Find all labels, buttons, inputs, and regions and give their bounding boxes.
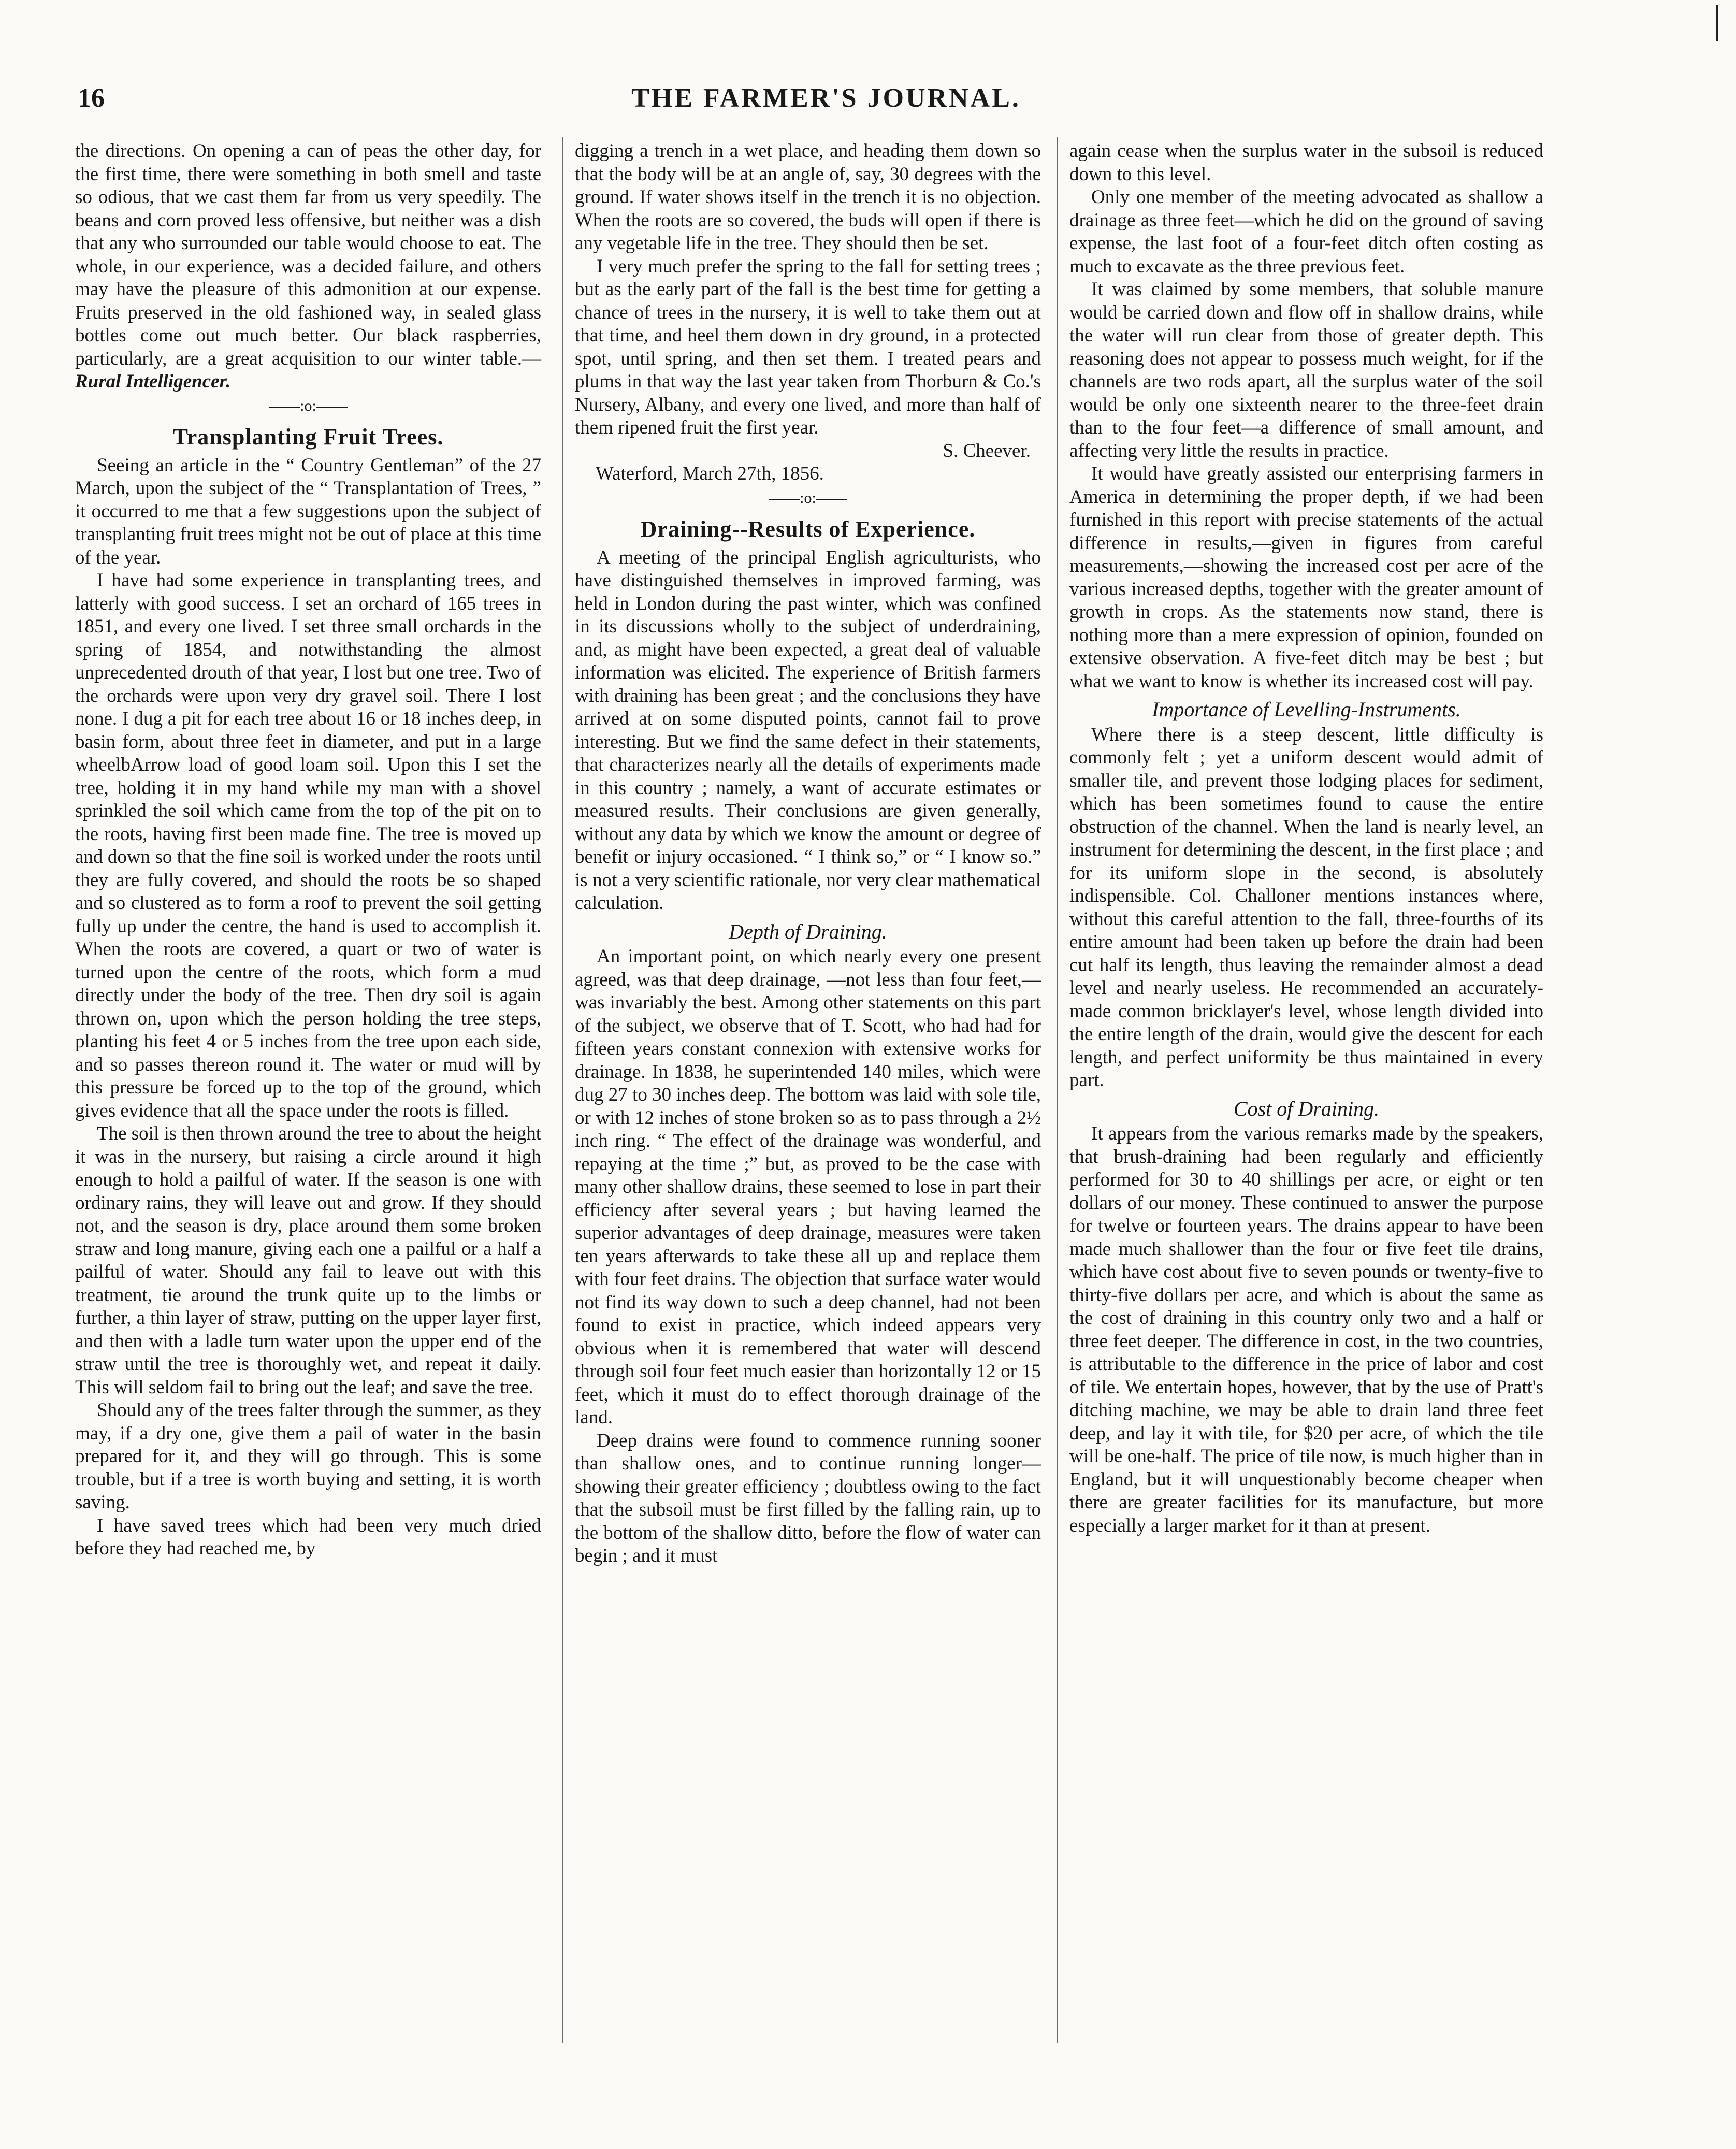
article-paragraph: again cease when the surplus water in the subsoil is reduced down to this level. xyxy=(1069,140,1543,185)
article-paragraph: Deep drains were found to commence running sooner than shallow ones, and to continue running longer—showing their greater efficiency ; doubtless owing to the fact that the subsoil must be first filled by the falling rain, up to the bottom of the shallow ditto, before the flow of water can begin ; and it must xyxy=(575,1430,1041,1566)
article-paragraph: Should any of the trees falter through the summer, as they may, if a dry one, give them a pail of water in the basin prepared for it, and they will go through. This is some trouble, but if a tree is worth buying and setting, it is worth saving. xyxy=(75,1400,541,1513)
article-subheading: Depth of Draining. xyxy=(729,919,887,943)
column-3 xyxy=(1069,140,1543,1537)
edge-mark-top xyxy=(1714,5,1719,41)
section-divider: ——:o:—— xyxy=(769,489,847,507)
article-title: Transplanting Fruit Trees. xyxy=(172,424,444,450)
article-paragraph: the directions. On opening a can of peas the other day, for the first time, there were something in both smell and taste so odious, that we cast them far from us very speedily. The beans and corn proved less offensive, but neither was a dish that any who surrounded our table would choose to eat. The whole, in our experience, was a decided failure, and others may have the pleasure of this admonition at our expense. Fruits preserved in the old fashioned way, in sealed glass bottles come out much better. Our black raspberries, particularly, are a great acquisition to our winter table.—Rural Intelligencer. xyxy=(75,140,541,392)
section-divider: ——:o:—— xyxy=(269,397,348,414)
column-1 xyxy=(75,140,541,1561)
article-paragraph: I have saved trees which had been very much dried before they had reached me, by xyxy=(75,1515,541,1559)
article-title: Draining--Results of Experience. xyxy=(640,516,976,542)
article-paragraph: It appears from the various remarks made by the speakers, that brush-draining had been regularly and efficiently performed for 30 to 40 shillings per acre, or eight or ten dollars of our money. These continued to answer the purpose for twelve or fourteen years. The drains appear to have been made much shallower than the four or five feet tile drains, which have cost about five to seven pounds or twenty-five to thirty-five dollars per acre, and which is about the same as the cost of draining in this country only two and a half or three feet deeper. The difference in cost, in the two countries, is attributable to the difference in the price of labor and cost of tile. We entertain hopes, however, that by the use of Pratt's ditching machine, we may be able to drain land three feet deep, and lay it with tile, for $20 per acre, of which the tile will be one-half. The price of tile now, is much higher than in England, but it will unquestionably become cheaper when there are greater facilities for its manufacture, but more especially a larger market for it than at present. xyxy=(1069,1123,1543,1536)
article-paragraph: digging a trench in a wet place, and heading them down so that the body will be at an angle of, say, 30 degrees with the ground. If water shows itself in the trench it is no objection. When the roots are so covered, the buds will open if there is any vegetable life in the tree. They should then be set. xyxy=(575,140,1041,254)
column-2 xyxy=(575,140,1041,1568)
article-paragraph: A meeting of the principal English agriculturists, who have distinguished themselves in improved farming, was held in London during the past winter, which was confined in its discussions wholly to the subject of underdraining, and, as might have been expected, a great deal of valuable information was elicited. The experience of British farmers with draining has been great ; and the conclusions they have arrived at on some disputed points, cannot fail to prove interesting. But we find the same defect in their statements, that characterizes nearly all the details of experiments made in this country ; namely, a want of accurate estimates or measured results. Their conclusions are given generally, without any data by which we know the amount or degree of benefit or injury occasioned. “ I think so,” or “ I know so.” is not a very scientific rationale, nor very clear mathematical calculation. xyxy=(575,546,1041,914)
article-dateline: Waterford, March 27th, 1856. xyxy=(596,463,824,484)
article-paragraph: The soil is then thrown around the tree to about the height it was in the nursery, but raising a circle around it high enough to hold a pailful of water. If the season is one with ordinary rains, they will leave out and grow. If they should not, and the season is dry, place around them some broken straw and long manure, giving each one a pailful or a half a pailful of water. Should any fail to leave out with this treatment, tie around the trunk quite up to the limbs or further, a thin layer of straw, putting on the upper layer first, and then with a ladle turn water upon the upper end of the straw until the tree is thoroughly wet, and repeat it daily. This will seldom fail to bring out the leaf; and save the tree. xyxy=(75,1123,541,1398)
page-number: 16 xyxy=(78,83,105,113)
article-credit: Rural Intelligencer. xyxy=(75,371,231,392)
article-paragraph: Only one member of the meeting advocated as shallow a drainage as three feet—which he did on the ground of saving expense, the last foot of a four-feet ditch often costing as much to excavate as the three previous feet. xyxy=(1069,186,1543,277)
column-rule-right xyxy=(1057,137,1058,2043)
page-header xyxy=(78,83,1574,124)
article-paragraph: An important point, on which nearly every one present agreed, was that deep drainage, —not less than four feet,—was invariably the best. Among other statements on this part of the subject, we observe that of T. Scott, who had had for fifteen years constant connexion with extensive works for drainage. In 1838, he superintended 140 miles, which were dug 27 to 30 inches deep. The bottom was laid with sole tile, or with 12 inches of stone broken so as to pass through a 2½ inch ring. “ The effect of the drainage was wonderful, and repaying at the time ;” but, as proved to be the case with many other shallow drains, these seemed to lose in part their efficiency after several years ; but having learned the superior advantages of deep drainage, measures were taken ten years afterwards to take these all up and replace them with four feet drains. The objection that surface water would not find its way down to such a deep channel, had not been found to exist in practice, which indeed appears very obvious when it is remembered that water will descend through soil four feet much easier than horizontally 12 or 15 feet, which it must do to effect thorough drainage of the land. xyxy=(575,946,1041,1428)
article-paragraph: Seeing an article in the “ Country Gentleman” of the 27 March, upon the subject of the “ Transplantation of Trees, ” it occurred to me that a few suggestions upon the subject of transplanting fruit trees might not be out of place at this time of the year. xyxy=(75,454,541,568)
article-paragraph: It was claimed by some members, that soluble manure would be carried down and flow off in shallow drains, while the water will run clear from those of greater depth. This reasoning does not appear to possess much weight, for if the channels are two rods apart, all the surplus water of the soil would be only one sixteenth nearer to the three-feet drain than to the four feet—a difference of small amount, and affecting very little the results in practice. xyxy=(1069,279,1543,461)
article-signature: S. Cheever. xyxy=(943,440,1031,461)
article-subheading: Cost of Draining. xyxy=(1233,1097,1380,1120)
running-head: THE FARMER'S JOURNAL. xyxy=(631,83,1021,113)
article-paragraph: I very much prefer the spring to the fall for setting trees ; but as the early part of the fall is the best time for getting a chance of trees in the nursery, it is well to take them out at that time, and heel them down in dry ground, in a protected spot, until spring, and then set them. I treated pears and plums in that way the last year taken from Thorburn & Co.'s Nursery, Albany, and every one lived, and more than half of them ripened fruit the first year. xyxy=(575,255,1041,438)
article-paragraph: Where there is a steep descent, little difficulty is commonly felt ; yet a uniform descent would admit of smaller tile, and prevent those lodging places for sediment, which has been sometimes found to cause the entire obstruction of the channel. When the land is nearly level, an instrument for determining the descent, in the first place ; and for its uniform slope in the second, is absolutely indispensible. Col. Challoner mentions instances where, without this careful attention to the fall, three-fourths of its entire amount had been taken up before the drain had been cut half its length, thus leaving the remainder almost a dead level and nearly useless. He recommended an accurately-made common bricklayer's level, whose length divided into the entire length of the drain, would give the descent for each length, and perfect uniformity be thus maintained in every part. xyxy=(1069,724,1543,1091)
article-paragraph: It would have greatly assisted our enterprising farmers in America in determining the proper depth, if we had been furnished in this report with precise statements of the actual difference in results,—given in figures from careful measurements,—showing the increased cost per acre of the various increased depths, together with the greater amount of growth in crops. As the statements now stand, there is nothing more than a mere expression of opinion, founded on extensive observation. A five-feet ditch may be best ; but what we want to know is whether its increased cost will pay. xyxy=(1069,463,1543,692)
article-subheading: Importance of Levelling-Instruments. xyxy=(1152,698,1461,721)
column-rule-left xyxy=(562,137,563,2043)
article-paragraph: I have had some experience in transplanting trees, and latterly with good success. I set an orchard of 165 trees in 1851, and every one lived. I set three small orchards in the spring of 1854, and notwithstanding the almost unprecedented drouth of that year, I lost but one tree. Two of the orchards were upon very dry gravel soil. There I lost none. I dug a pit for each tree about 16 or 18 inches deep, in basin form, about three feet in diameter, and put in a large wheelbArrow load of good loam soil. Upon this I set the tree, holding it in my hand while my man with a shovel sprinkled the soil which came from the top of the pit on to the roots, having first been made fine. The tree is moved up and down so that the fine soil is worked under the roots until they are fully covered, and should the roots be so shaped and so clustered as to form a roof to prevent the soil getting fully up under the centre, the hand is used to accomplish it. When the roots are covered, a quart or two of water is turned upon the centre of the roots, which form a mud directly under the body of the tree. Then dry soil is again thrown on, upon which the person holding the tree steps, planting his feet 4 or 5 inches from the tree upon each side, and so passes thereon round it. The water or mud will by this pressure be forced up to the top of the ground, which gives evidence that all the space under the roots is filled. xyxy=(75,570,541,1121)
